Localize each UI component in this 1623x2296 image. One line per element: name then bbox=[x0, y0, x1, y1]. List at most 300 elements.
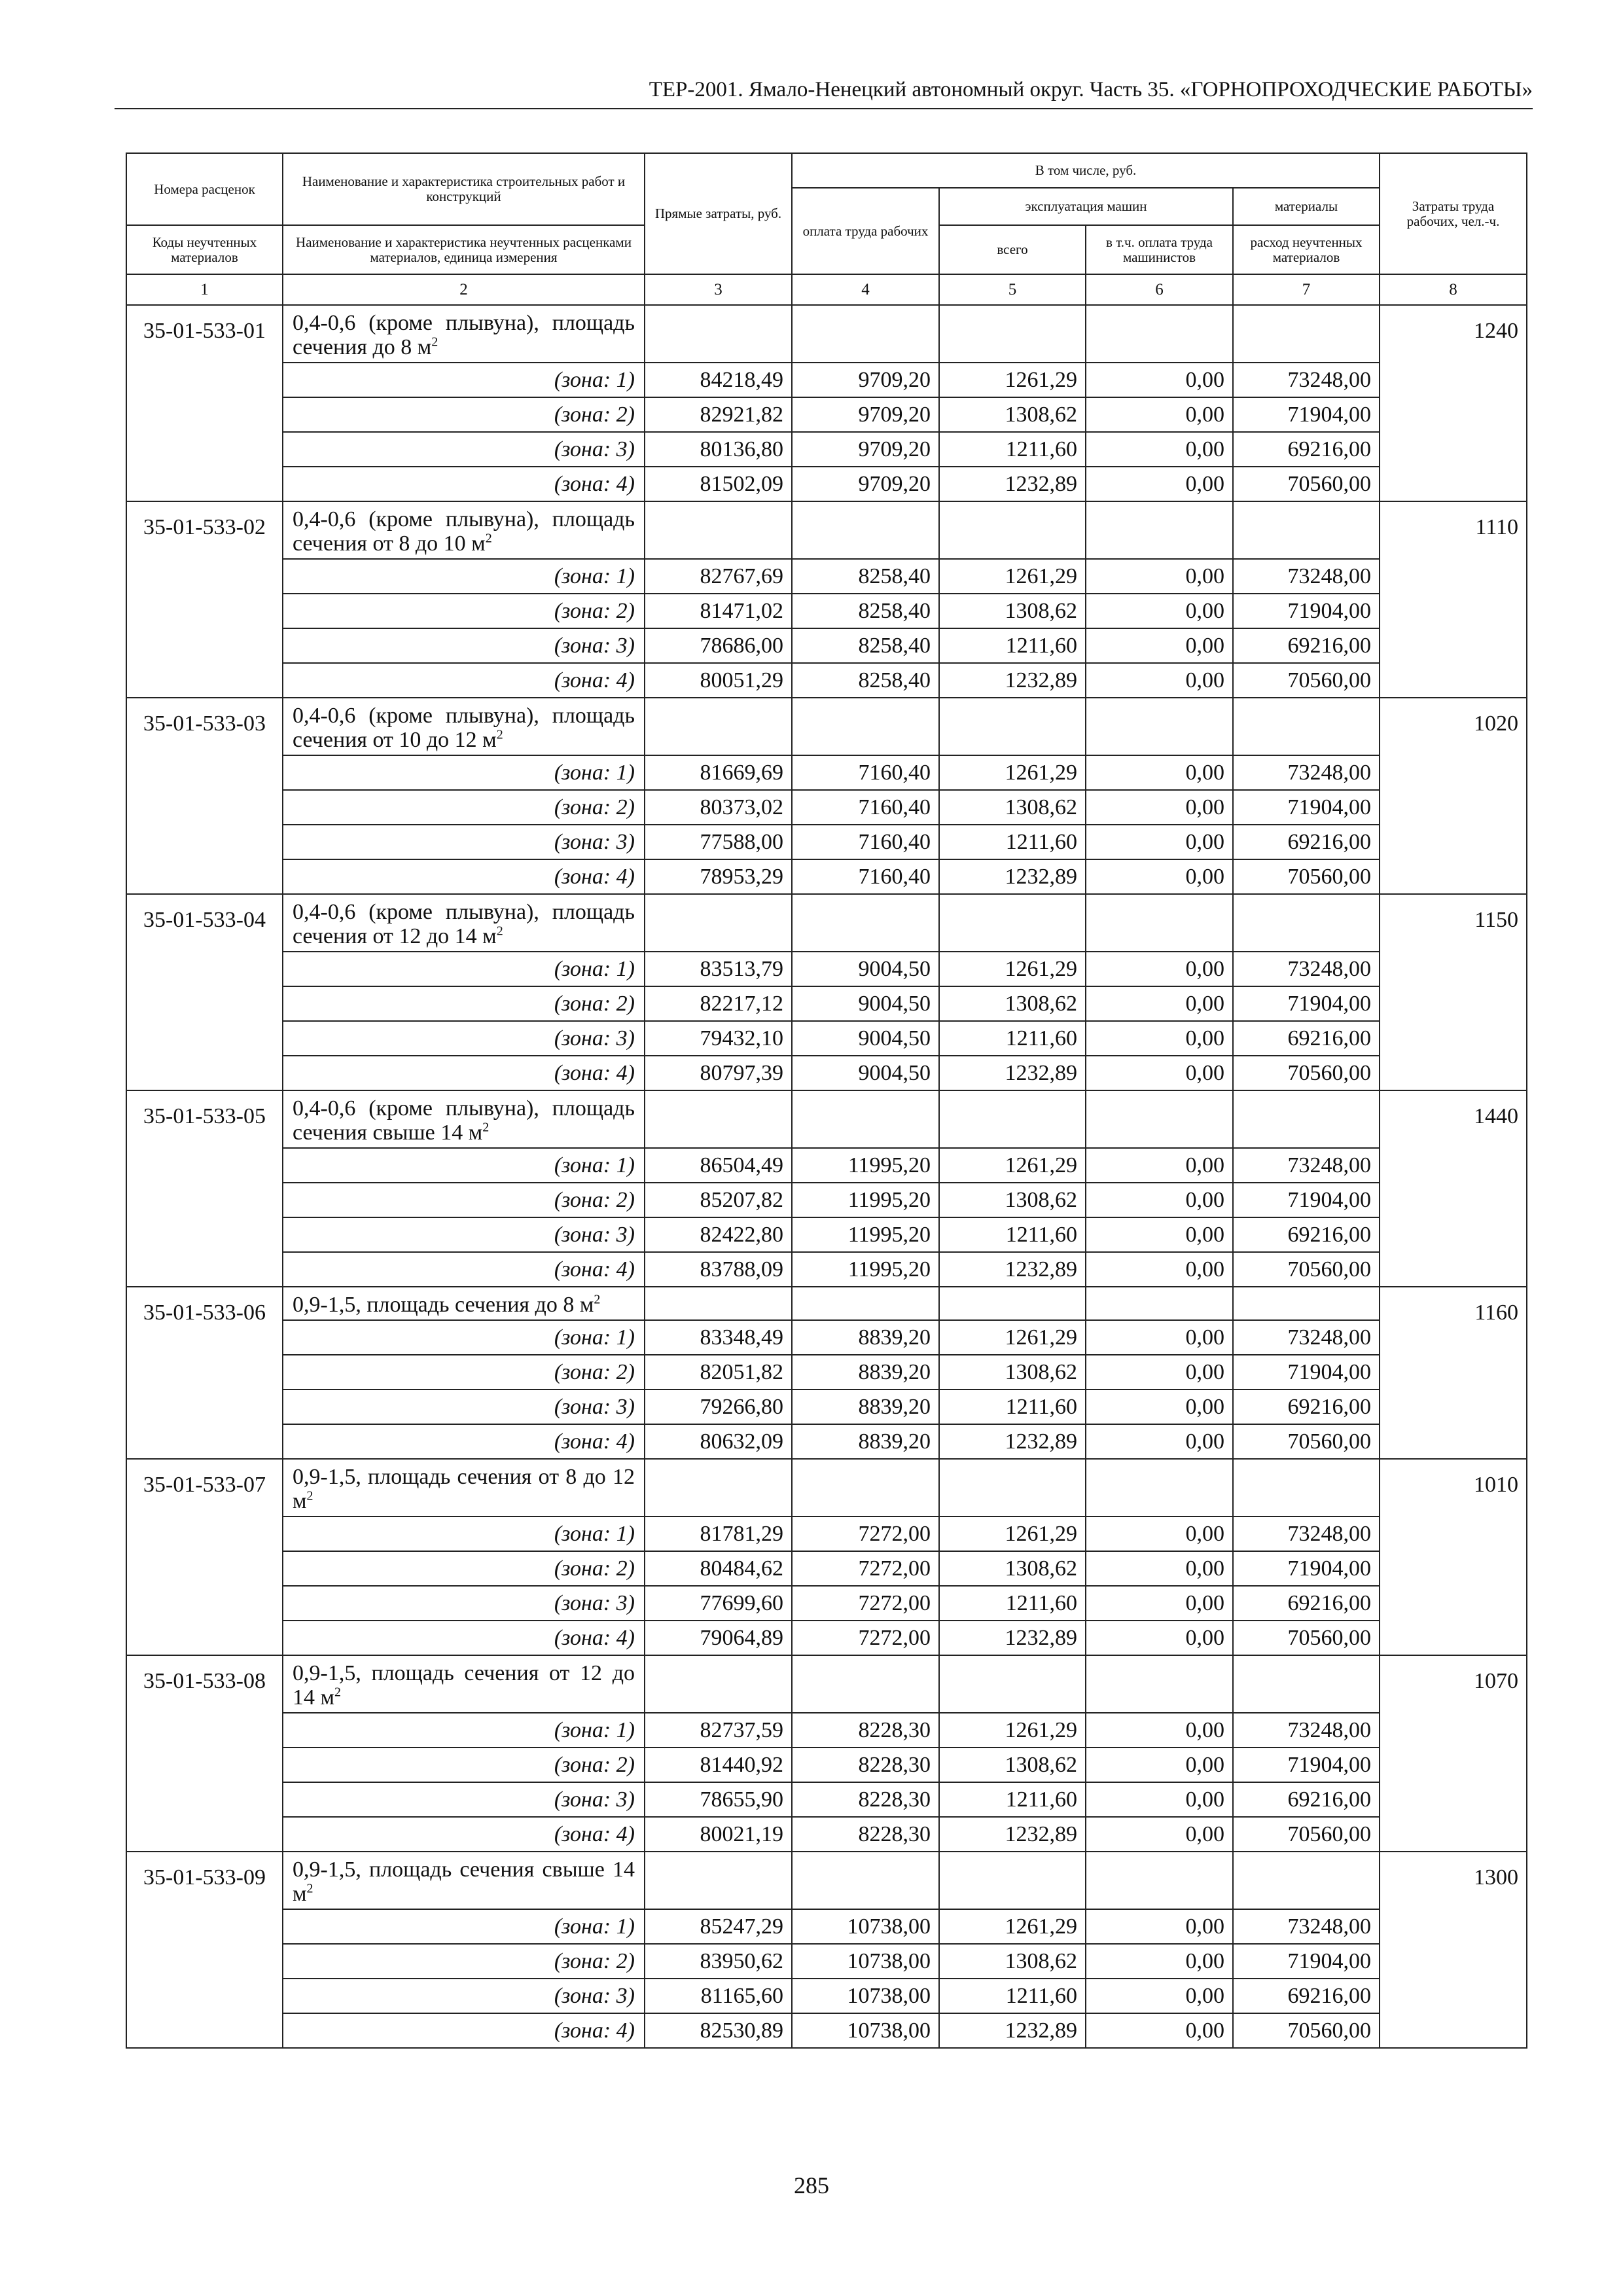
machinists-pay-cell: 0,00 bbox=[1086, 1979, 1233, 2013]
workers-pay-cell: 8839,20 bbox=[792, 1390, 939, 1424]
direct-costs-cell: 78655,90 bbox=[645, 1782, 792, 1817]
machines-total-cell: 1261,29 bbox=[939, 1148, 1086, 1183]
machines-total-cell: 1211,60 bbox=[939, 628, 1086, 663]
machinists-pay-cell: 0,00 bbox=[1086, 397, 1233, 432]
zone-label: (зона: 4) bbox=[283, 1424, 645, 1459]
zone-label: (зона: 2) bbox=[283, 1355, 645, 1390]
rate-description bbox=[293, 895, 635, 951]
workers-pay-cell: 8258,40 bbox=[792, 594, 939, 628]
machinists-pay-cell: 0,00 bbox=[1086, 1390, 1233, 1424]
empty-cell bbox=[1233, 501, 1380, 559]
machinists-pay-cell: 0,00 bbox=[1086, 1817, 1233, 1852]
workers-pay-cell: 7160,40 bbox=[792, 825, 939, 859]
rate-description bbox=[293, 306, 635, 362]
direct-costs-cell: 81502,09 bbox=[645, 467, 792, 501]
rate-title-row bbox=[126, 501, 1527, 559]
labor-costs-cell: 1010 bbox=[1380, 1459, 1527, 1655]
rate-description-cell bbox=[283, 1287, 645, 1320]
materials-cell: 71904,00 bbox=[1233, 1944, 1380, 1979]
direct-costs-cell: 80797,39 bbox=[645, 1056, 792, 1090]
workers-pay-cell: 8258,40 bbox=[792, 559, 939, 594]
zone-label: (зона: 4) bbox=[283, 663, 645, 698]
header-machine-operation: эксплуатация машин bbox=[939, 188, 1233, 225]
rate-description-text: 0,9-1,5, площадь сечения от 12 до 14 м bbox=[293, 1661, 635, 1710]
machines-total-cell: 1232,89 bbox=[939, 663, 1086, 698]
header-work-name: Наименование и характеристика строительных работ и конструкций bbox=[283, 153, 645, 225]
rate-description-text: 0,4-0,6 (кроме плывуна), площадь сечения от 10 до 12 м bbox=[293, 704, 635, 752]
rate-title-row bbox=[126, 894, 1527, 952]
header-material-codes: Коды неучтенных материалов bbox=[126, 225, 283, 274]
rate-code: 35-01-533-06 bbox=[126, 1287, 283, 1459]
zone-label: (зона: 4) bbox=[283, 1252, 645, 1287]
zone-label: (зона: 3) bbox=[283, 1217, 645, 1252]
direct-costs-cell: 79266,80 bbox=[645, 1390, 792, 1424]
zone-row bbox=[126, 1621, 1527, 1655]
rate-code: 35-01-533-07 bbox=[126, 1459, 283, 1655]
materials-cell: 73248,00 bbox=[1233, 952, 1380, 986]
machines-total-cell: 1232,89 bbox=[939, 2013, 1086, 2048]
empty-cell bbox=[1233, 1090, 1380, 1148]
zone-row bbox=[126, 1390, 1527, 1424]
zone-row bbox=[126, 663, 1527, 698]
workers-pay-cell: 7160,40 bbox=[792, 859, 939, 894]
empty-cell bbox=[792, 1852, 939, 1909]
rate-description bbox=[293, 698, 635, 755]
materials-cell: 70560,00 bbox=[1233, 2013, 1380, 2048]
machines-total-cell: 1308,62 bbox=[939, 1748, 1086, 1782]
zone-row bbox=[126, 397, 1527, 432]
machines-total-cell: 1308,62 bbox=[939, 594, 1086, 628]
empty-cell bbox=[939, 305, 1086, 363]
machinists-pay-cell: 0,00 bbox=[1086, 1056, 1233, 1090]
materials-cell: 70560,00 bbox=[1233, 1817, 1380, 1852]
column-number: 1 bbox=[126, 274, 283, 305]
empty-cell bbox=[792, 894, 939, 952]
materials-cell: 73248,00 bbox=[1233, 1516, 1380, 1551]
direct-costs-cell: 77699,60 bbox=[645, 1586, 792, 1621]
rate-description-cell bbox=[283, 698, 645, 755]
empty-cell bbox=[1233, 1852, 1380, 1909]
zone-label: (зона: 3) bbox=[283, 1979, 645, 2013]
zone-label: (зона: 3) bbox=[283, 825, 645, 859]
workers-pay-cell: 9709,20 bbox=[792, 432, 939, 467]
empty-cell bbox=[939, 1655, 1086, 1713]
machines-total-cell: 1308,62 bbox=[939, 1551, 1086, 1586]
zone-label: (зона: 1) bbox=[283, 363, 645, 397]
zone-row bbox=[126, 628, 1527, 663]
zone-row bbox=[126, 790, 1527, 825]
rate-title-row bbox=[126, 1090, 1527, 1148]
zone-label: (зона: 1) bbox=[283, 1148, 645, 1183]
unit-superscript: 2 bbox=[306, 1488, 313, 1503]
zone-label: (зона: 4) bbox=[283, 1817, 645, 1852]
zone-label: (зона: 2) bbox=[283, 594, 645, 628]
zone-row bbox=[126, 1817, 1527, 1852]
workers-pay-cell: 8228,30 bbox=[792, 1713, 939, 1748]
zone-row bbox=[126, 986, 1527, 1021]
workers-pay-cell: 9004,50 bbox=[792, 952, 939, 986]
zone-row bbox=[126, 1748, 1527, 1782]
materials-cell: 71904,00 bbox=[1233, 1551, 1380, 1586]
machinists-pay-cell: 0,00 bbox=[1086, 1551, 1233, 1586]
zone-label: (зона: 2) bbox=[283, 397, 645, 432]
zone-row bbox=[126, 1782, 1527, 1817]
workers-pay-cell: 8258,40 bbox=[792, 663, 939, 698]
zone-label: (зона: 2) bbox=[283, 790, 645, 825]
machines-total-cell: 1308,62 bbox=[939, 1355, 1086, 1390]
materials-cell: 71904,00 bbox=[1233, 1183, 1380, 1217]
rate-description-cell bbox=[283, 1459, 645, 1516]
materials-cell: 69216,00 bbox=[1233, 1021, 1380, 1056]
machinists-pay-cell: 0,00 bbox=[1086, 467, 1233, 501]
page-number: 285 bbox=[794, 2172, 829, 2198]
header-direct-costs: Прямые затраты, руб. bbox=[645, 153, 792, 274]
zone-row bbox=[126, 1979, 1527, 2013]
machines-total-cell: 1211,60 bbox=[939, 1217, 1086, 1252]
machines-total-cell: 1308,62 bbox=[939, 397, 1086, 432]
machines-total-cell: 1211,60 bbox=[939, 1586, 1086, 1621]
direct-costs-cell: 82737,59 bbox=[645, 1713, 792, 1748]
materials-cell: 69216,00 bbox=[1233, 1782, 1380, 1817]
machines-total-cell: 1232,89 bbox=[939, 1424, 1086, 1459]
zone-label: (зона: 3) bbox=[283, 1390, 645, 1424]
rate-description-cell bbox=[283, 894, 645, 952]
machines-total-cell: 1261,29 bbox=[939, 363, 1086, 397]
direct-costs-cell: 78953,29 bbox=[645, 859, 792, 894]
machinists-pay-cell: 0,00 bbox=[1086, 1748, 1233, 1782]
materials-cell: 69216,00 bbox=[1233, 628, 1380, 663]
rate-code: 35-01-533-03 bbox=[126, 698, 283, 894]
zone-label: (зона: 4) bbox=[283, 467, 645, 501]
rate-description bbox=[293, 1656, 635, 1712]
empty-cell bbox=[645, 894, 792, 952]
rate-description-cell bbox=[283, 1655, 645, 1713]
direct-costs-cell: 80021,19 bbox=[645, 1817, 792, 1852]
empty-cell bbox=[1086, 1287, 1233, 1320]
rate-title-row bbox=[126, 698, 1527, 755]
workers-pay-cell: 7160,40 bbox=[792, 790, 939, 825]
direct-costs-cell: 85247,29 bbox=[645, 1909, 792, 1944]
empty-cell bbox=[792, 1655, 939, 1713]
machines-total-cell: 1211,60 bbox=[939, 1390, 1086, 1424]
machinists-pay-cell: 0,00 bbox=[1086, 1183, 1233, 1217]
workers-pay-cell: 7160,40 bbox=[792, 755, 939, 790]
workers-pay-cell: 9709,20 bbox=[792, 397, 939, 432]
empty-cell bbox=[645, 1090, 792, 1148]
empty-cell bbox=[645, 305, 792, 363]
workers-pay-cell: 8839,20 bbox=[792, 1424, 939, 1459]
direct-costs-cell: 83513,79 bbox=[645, 952, 792, 986]
workers-pay-cell: 11995,20 bbox=[792, 1217, 939, 1252]
empty-cell bbox=[1233, 305, 1380, 363]
column-numbers-row bbox=[126, 274, 1527, 305]
zone-row bbox=[126, 1148, 1527, 1183]
direct-costs-cell: 83788,09 bbox=[645, 1252, 792, 1287]
materials-cell: 70560,00 bbox=[1233, 1621, 1380, 1655]
direct-costs-cell: 80051,29 bbox=[645, 663, 792, 698]
machines-total-cell: 1261,29 bbox=[939, 952, 1086, 986]
zone-label: (зона: 1) bbox=[283, 755, 645, 790]
machinists-pay-cell: 0,00 bbox=[1086, 1355, 1233, 1390]
workers-pay-cell: 7272,00 bbox=[792, 1586, 939, 1621]
materials-cell: 69216,00 bbox=[1233, 1586, 1380, 1621]
zone-row bbox=[126, 1056, 1527, 1090]
workers-pay-cell: 8839,20 bbox=[792, 1320, 939, 1355]
direct-costs-cell: 79432,10 bbox=[645, 1021, 792, 1056]
direct-costs-cell: 85207,82 bbox=[645, 1183, 792, 1217]
materials-cell: 73248,00 bbox=[1233, 755, 1380, 790]
zone-row bbox=[126, 825, 1527, 859]
machines-total-cell: 1211,60 bbox=[939, 1021, 1086, 1056]
workers-pay-cell: 11995,20 bbox=[792, 1183, 939, 1217]
rate-description-cell bbox=[283, 305, 645, 363]
materials-cell: 70560,00 bbox=[1233, 663, 1380, 698]
machines-total-cell: 1261,29 bbox=[939, 1516, 1086, 1551]
column-number: 5 bbox=[939, 274, 1086, 305]
direct-costs-cell: 80373,02 bbox=[645, 790, 792, 825]
empty-cell bbox=[1233, 1459, 1380, 1516]
zone-row bbox=[126, 1516, 1527, 1551]
empty-cell bbox=[939, 894, 1086, 952]
machines-total-cell: 1308,62 bbox=[939, 1944, 1086, 1979]
machinists-pay-cell: 0,00 bbox=[1086, 559, 1233, 594]
column-number: 7 bbox=[1233, 274, 1380, 305]
zone-row bbox=[126, 467, 1527, 501]
workers-pay-cell: 10738,00 bbox=[792, 1944, 939, 1979]
rate-description-text: 0,9-1,5, площадь сечения от 8 до 12 м bbox=[293, 1465, 635, 1513]
workers-pay-cell: 10738,00 bbox=[792, 1909, 939, 1944]
empty-cell bbox=[1086, 1459, 1233, 1516]
workers-pay-cell: 8228,30 bbox=[792, 1817, 939, 1852]
empty-cell bbox=[939, 1090, 1086, 1148]
machines-total-cell: 1211,60 bbox=[939, 432, 1086, 467]
materials-cell: 71904,00 bbox=[1233, 1748, 1380, 1782]
materials-cell: 69216,00 bbox=[1233, 432, 1380, 467]
workers-pay-cell: 10738,00 bbox=[792, 1979, 939, 2013]
column-number: 6 bbox=[1086, 274, 1233, 305]
direct-costs-cell: 83348,49 bbox=[645, 1320, 792, 1355]
empty-cell bbox=[939, 698, 1086, 755]
header-rate-numbers: Номера расценок bbox=[126, 153, 283, 225]
empty-cell bbox=[645, 1852, 792, 1909]
zone-row bbox=[126, 755, 1527, 790]
empty-cell bbox=[1086, 1090, 1233, 1148]
workers-pay-cell: 9004,50 bbox=[792, 1056, 939, 1090]
zone-row bbox=[126, 1320, 1527, 1355]
zone-row bbox=[126, 1424, 1527, 1459]
header-material-name: Наименование и характеристика неучтенных расценками материалов, единица измерения bbox=[283, 225, 645, 274]
zone-row bbox=[126, 1355, 1527, 1390]
empty-cell bbox=[792, 1459, 939, 1516]
direct-costs-cell: 82217,12 bbox=[645, 986, 792, 1021]
rate-description bbox=[293, 502, 635, 558]
labor-costs-cell: 1150 bbox=[1380, 894, 1527, 1090]
machinists-pay-cell: 0,00 bbox=[1086, 1586, 1233, 1621]
rate-title-row bbox=[126, 1459, 1527, 1516]
materials-cell: 69216,00 bbox=[1233, 1217, 1380, 1252]
direct-costs-cell: 80136,80 bbox=[645, 432, 792, 467]
rate-title-row bbox=[126, 1852, 1527, 1909]
direct-costs-cell: 81165,60 bbox=[645, 1979, 792, 2013]
machinists-pay-cell: 0,00 bbox=[1086, 1944, 1233, 1979]
zone-row bbox=[126, 559, 1527, 594]
zone-row bbox=[126, 2013, 1527, 2048]
rate-code: 35-01-533-02 bbox=[126, 501, 283, 698]
machinists-pay-cell: 0,00 bbox=[1086, 1516, 1233, 1551]
zone-label: (зона: 1) bbox=[283, 559, 645, 594]
machines-total-cell: 1261,29 bbox=[939, 755, 1086, 790]
rate-code: 35-01-533-08 bbox=[126, 1655, 283, 1852]
direct-costs-cell: 82767,69 bbox=[645, 559, 792, 594]
zone-label: (зона: 2) bbox=[283, 1183, 645, 1217]
zone-label: (зона: 2) bbox=[283, 1551, 645, 1586]
direct-costs-cell: 82422,80 bbox=[645, 1217, 792, 1252]
empty-cell bbox=[1233, 698, 1380, 755]
labor-costs-cell: 1110 bbox=[1380, 501, 1527, 698]
rate-description bbox=[293, 1091, 635, 1147]
machines-total-cell: 1232,89 bbox=[939, 859, 1086, 894]
empty-cell bbox=[1233, 1655, 1380, 1713]
materials-cell: 73248,00 bbox=[1233, 1148, 1380, 1183]
machines-total-cell: 1308,62 bbox=[939, 986, 1086, 1021]
unit-superscript: 2 bbox=[496, 727, 503, 742]
materials-cell: 71904,00 bbox=[1233, 594, 1380, 628]
materials-cell: 70560,00 bbox=[1233, 1424, 1380, 1459]
header-machinists-pay: в т.ч. оплата труда машинистов bbox=[1086, 225, 1233, 274]
zone-label: (зона: 2) bbox=[283, 1748, 645, 1782]
rate-title-row bbox=[126, 1287, 1527, 1320]
zone-row bbox=[126, 1021, 1527, 1056]
machines-total-cell: 1261,29 bbox=[939, 1320, 1086, 1355]
header-materials: материалы bbox=[1233, 188, 1380, 225]
empty-cell bbox=[645, 1287, 792, 1320]
header-machines-total: всего bbox=[939, 225, 1086, 274]
header-unaccounted-materials: расход неучтенных материалов bbox=[1233, 225, 1380, 274]
rate-code: 35-01-533-04 bbox=[126, 894, 283, 1090]
machines-total-cell: 1232,89 bbox=[939, 467, 1086, 501]
direct-costs-cell: 86504,49 bbox=[645, 1148, 792, 1183]
labor-costs-cell: 1160 bbox=[1380, 1287, 1527, 1459]
rate-code: 35-01-533-01 bbox=[126, 305, 283, 501]
machines-total-cell: 1261,29 bbox=[939, 1713, 1086, 1748]
rate-title-row bbox=[126, 305, 1527, 363]
empty-cell bbox=[792, 698, 939, 755]
table-header bbox=[126, 153, 1527, 305]
rate-description-cell bbox=[283, 1090, 645, 1148]
machines-total-cell: 1232,89 bbox=[939, 1621, 1086, 1655]
materials-cell: 70560,00 bbox=[1233, 859, 1380, 894]
materials-cell: 70560,00 bbox=[1233, 467, 1380, 501]
empty-cell bbox=[645, 501, 792, 559]
direct-costs-cell: 80484,62 bbox=[645, 1551, 792, 1586]
zone-row bbox=[126, 432, 1527, 467]
materials-cell: 70560,00 bbox=[1233, 1056, 1380, 1090]
rate-description-text: 0,9-1,5, площадь сечения до 8 м bbox=[293, 1293, 594, 1317]
materials-cell: 69216,00 bbox=[1233, 1979, 1380, 2013]
unit-superscript: 2 bbox=[431, 334, 438, 350]
machinists-pay-cell: 0,00 bbox=[1086, 2013, 1233, 2048]
machinists-pay-cell: 0,00 bbox=[1086, 1621, 1233, 1655]
zone-row bbox=[126, 363, 1527, 397]
machinists-pay-cell: 0,00 bbox=[1086, 1217, 1233, 1252]
zone-row bbox=[126, 594, 1527, 628]
workers-pay-cell: 8228,30 bbox=[792, 1748, 939, 1782]
workers-pay-cell: 11995,20 bbox=[792, 1252, 939, 1287]
zone-label: (зона: 1) bbox=[283, 952, 645, 986]
zone-label: (зона: 1) bbox=[283, 1320, 645, 1355]
empty-cell bbox=[792, 501, 939, 559]
empty-cell bbox=[792, 1090, 939, 1148]
empty-cell bbox=[645, 1459, 792, 1516]
unit-superscript: 2 bbox=[334, 1685, 342, 1700]
column-number: 4 bbox=[792, 274, 939, 305]
labor-costs-cell: 1300 bbox=[1380, 1852, 1527, 2048]
machinists-pay-cell: 0,00 bbox=[1086, 790, 1233, 825]
empty-cell bbox=[645, 698, 792, 755]
workers-pay-cell: 7272,00 bbox=[792, 1621, 939, 1655]
zone-label: (зона: 3) bbox=[283, 628, 645, 663]
zone-row bbox=[126, 1252, 1527, 1287]
rate-description-text: 0,4-0,6 (кроме плывуна), площадь сечения свыше 14 м bbox=[293, 1096, 635, 1145]
materials-cell: 69216,00 bbox=[1233, 825, 1380, 859]
machinists-pay-cell: 0,00 bbox=[1086, 594, 1233, 628]
unit-superscript: 2 bbox=[594, 1292, 601, 1307]
machines-total-cell: 1261,29 bbox=[939, 559, 1086, 594]
zone-label: (зона: 2) bbox=[283, 986, 645, 1021]
labor-costs-cell: 1020 bbox=[1380, 698, 1527, 894]
zone-label: (зона: 4) bbox=[283, 1621, 645, 1655]
machines-total-cell: 1211,60 bbox=[939, 825, 1086, 859]
column-number: 2 bbox=[283, 274, 645, 305]
header-workers-pay: оплата труда рабочих bbox=[792, 188, 939, 274]
workers-pay-cell: 9709,20 bbox=[792, 467, 939, 501]
zone-label: (зона: 1) bbox=[283, 1713, 645, 1748]
zone-row bbox=[126, 1217, 1527, 1252]
rate-description bbox=[293, 1852, 635, 1909]
machines-total-cell: 1261,29 bbox=[939, 1909, 1086, 1944]
rate-description-text: 0,4-0,6 (кроме плывуна), площадь сечения до 8 м bbox=[293, 311, 635, 359]
zone-row bbox=[126, 952, 1527, 986]
empty-cell bbox=[939, 1287, 1086, 1320]
machines-total-cell: 1232,89 bbox=[939, 1056, 1086, 1090]
machines-total-cell: 1211,60 bbox=[939, 1979, 1086, 2013]
empty-cell bbox=[792, 305, 939, 363]
labor-costs-cell: 1440 bbox=[1380, 1090, 1527, 1287]
direct-costs-cell: 82051,82 bbox=[645, 1355, 792, 1390]
machines-total-cell: 1232,89 bbox=[939, 1252, 1086, 1287]
rate-description bbox=[293, 1460, 635, 1516]
unit-superscript: 2 bbox=[482, 1120, 490, 1135]
empty-cell bbox=[939, 1459, 1086, 1516]
direct-costs-cell: 81669,69 bbox=[645, 755, 792, 790]
machinists-pay-cell: 0,00 bbox=[1086, 1424, 1233, 1459]
column-number: 3 bbox=[645, 274, 792, 305]
machinists-pay-cell: 0,00 bbox=[1086, 1320, 1233, 1355]
workers-pay-cell: 7272,00 bbox=[792, 1551, 939, 1586]
unit-superscript: 2 bbox=[306, 1881, 313, 1896]
workers-pay-cell: 9004,50 bbox=[792, 1021, 939, 1056]
machinists-pay-cell: 0,00 bbox=[1086, 1148, 1233, 1183]
direct-costs-cell: 84218,49 bbox=[645, 363, 792, 397]
zone-label: (зона: 4) bbox=[283, 1056, 645, 1090]
empty-cell bbox=[1086, 894, 1233, 952]
workers-pay-cell: 9709,20 bbox=[792, 363, 939, 397]
materials-cell: 73248,00 bbox=[1233, 1909, 1380, 1944]
workers-pay-cell: 8839,20 bbox=[792, 1355, 939, 1390]
rate-code: 35-01-533-09 bbox=[126, 1852, 283, 2048]
empty-cell bbox=[1086, 1655, 1233, 1713]
zone-label: (зона: 4) bbox=[283, 859, 645, 894]
